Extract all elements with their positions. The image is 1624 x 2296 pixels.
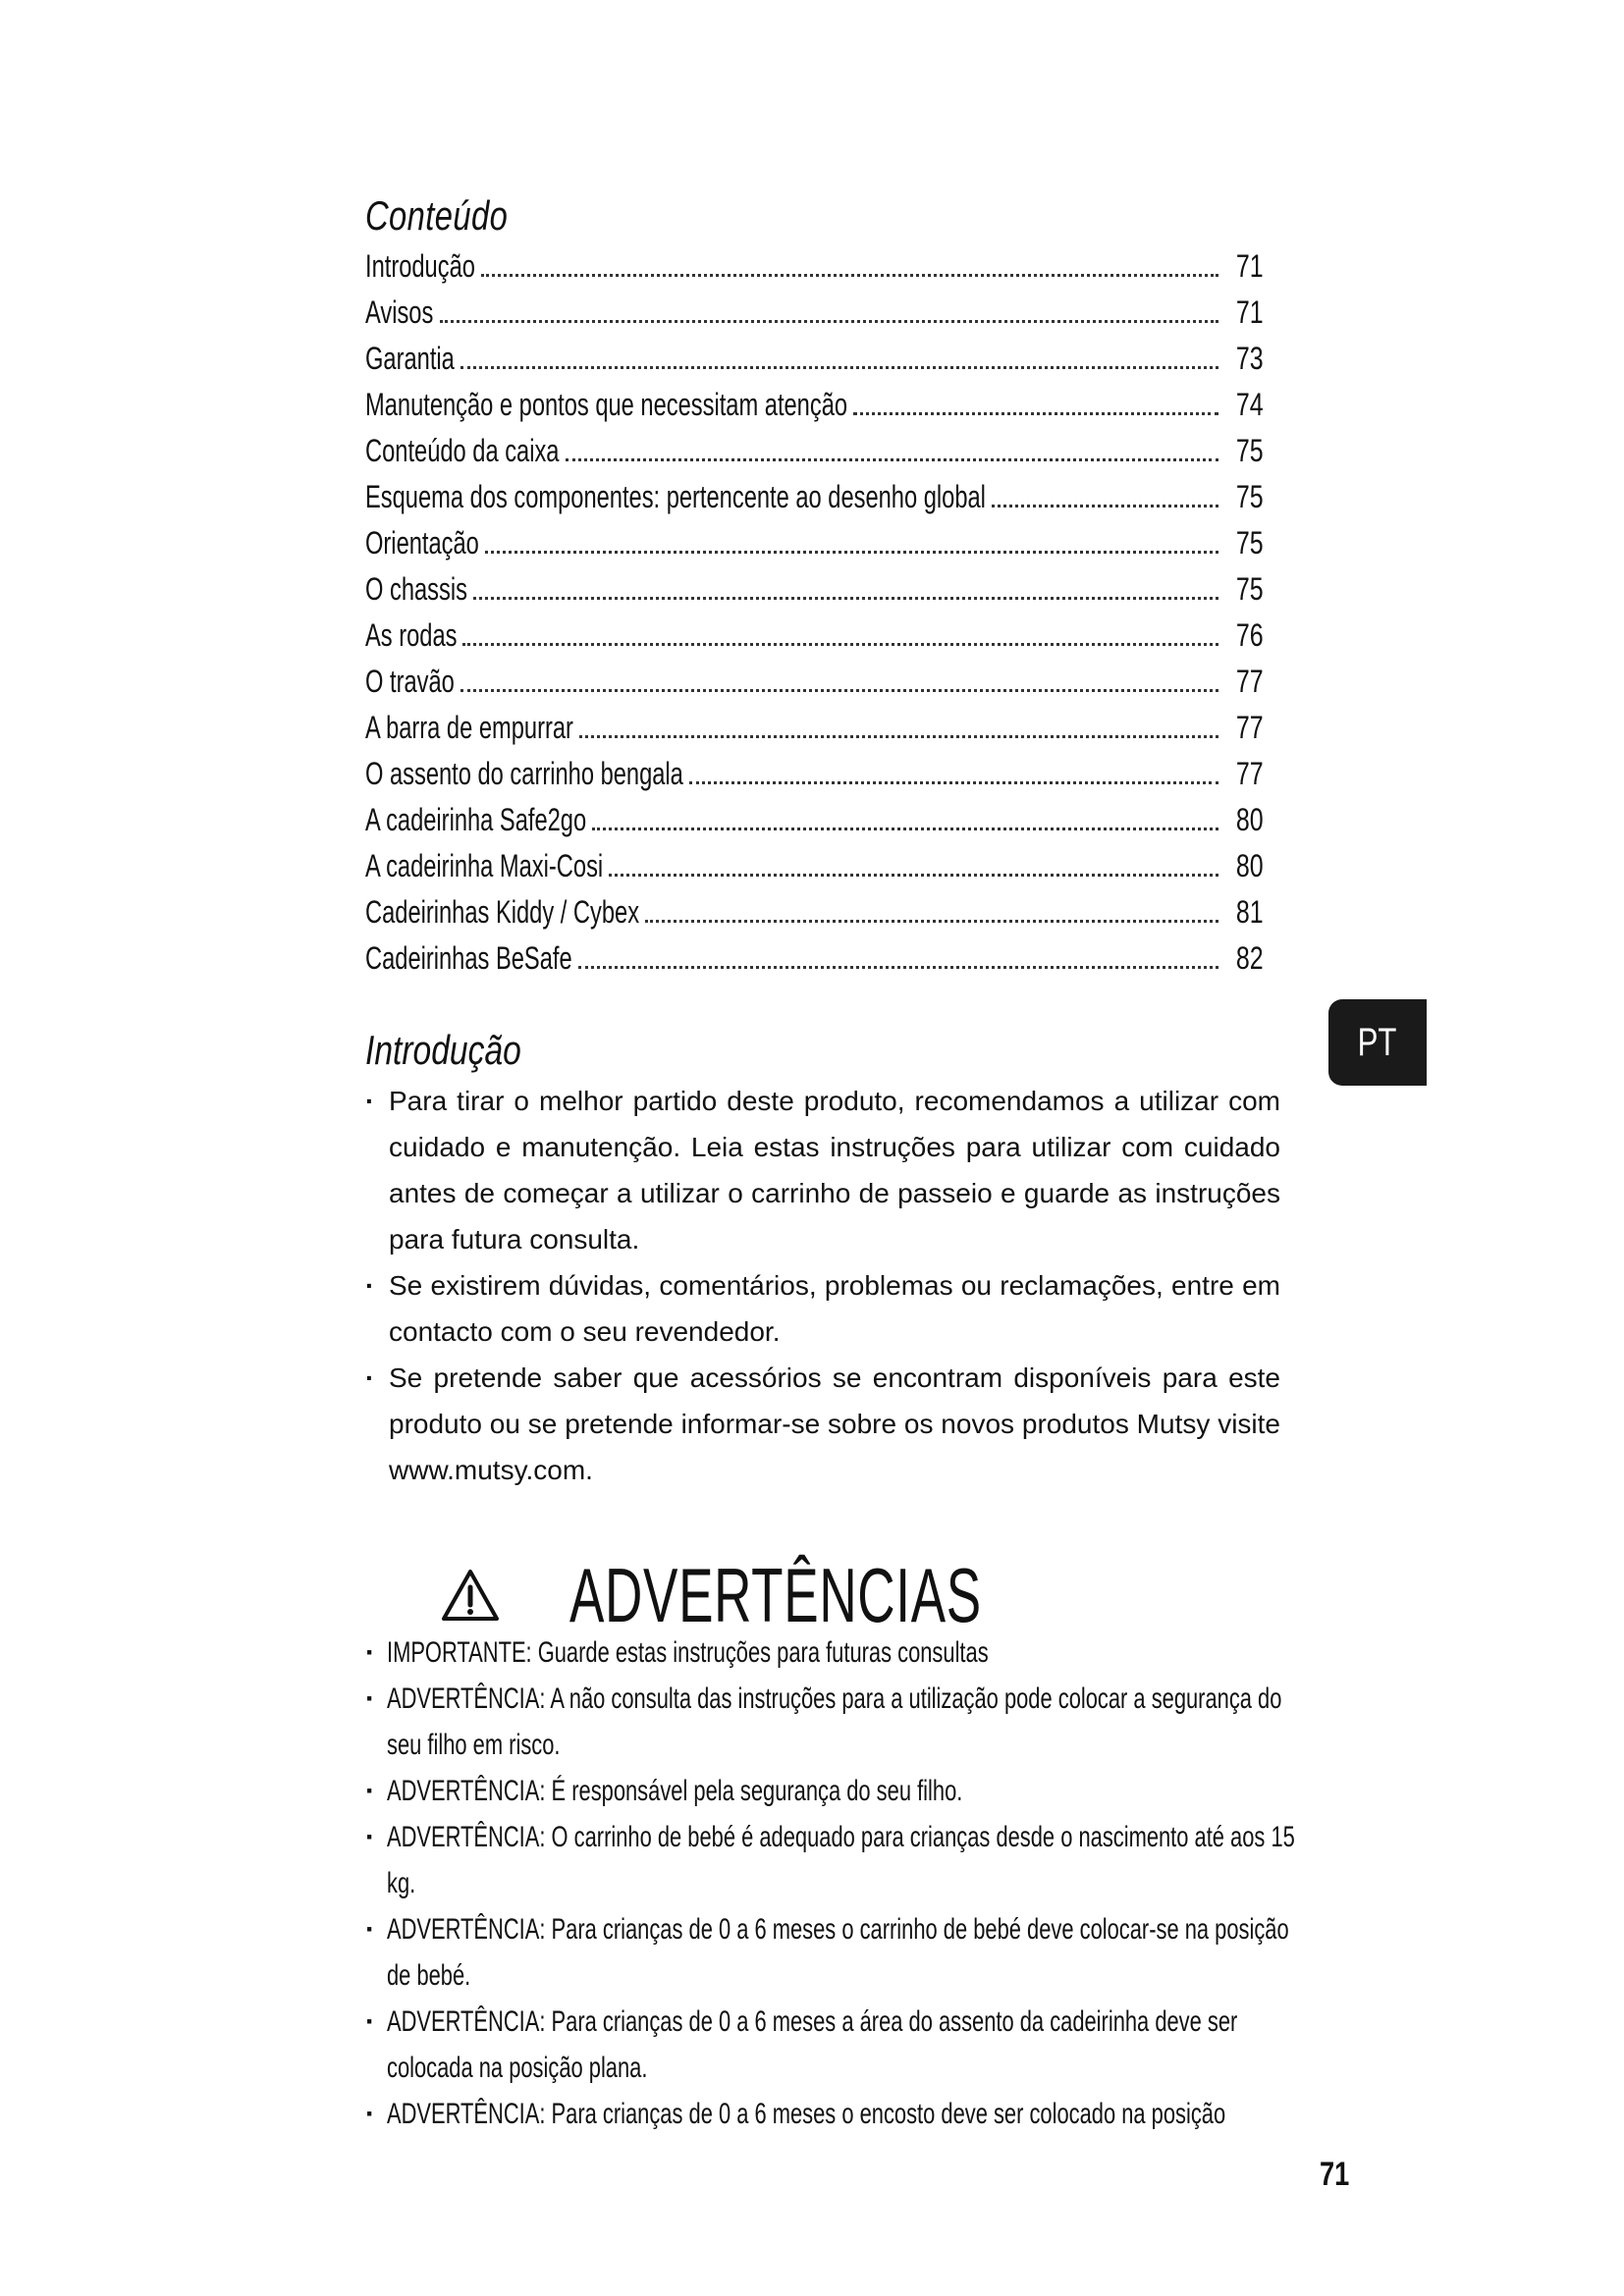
toc-leader-dots xyxy=(440,320,1219,323)
toc-entry xyxy=(365,705,1264,751)
introduction-item: · Se pretende saber que acessórios se encontram disponíveis para este produto ou se pretende informar-se sobre os novos produtos Mutsy visite www.mutsy.com. xyxy=(365,1355,1280,1493)
warning-item xyxy=(365,1676,1347,1768)
toc-entry xyxy=(365,382,1264,428)
toc-entry-page: 75 xyxy=(1236,433,1264,468)
introduction-list xyxy=(365,1078,1280,1493)
toc-entry xyxy=(365,336,1264,382)
toc-entry-label: A barra de empurrar xyxy=(365,710,573,745)
toc-entry-page: 82 xyxy=(1236,940,1264,976)
toc-entry xyxy=(365,520,1264,566)
toc-entry-label: Manutenção e pontos que necessitam atenção xyxy=(365,387,848,422)
toc-leader-dots xyxy=(485,551,1218,554)
toc-entry-page: 80 xyxy=(1236,848,1264,883)
toc-entry-page: 77 xyxy=(1236,664,1264,699)
toc-entry-page: 73 xyxy=(1236,341,1264,376)
toc-entry-label: Avisos xyxy=(365,294,434,330)
toc-entry-page: 71 xyxy=(1236,248,1264,284)
toc-entry-label: O assento do carrinho bengala xyxy=(365,756,683,791)
toc-title: Conteúdo xyxy=(365,192,509,239)
toc-entry-page: 80 xyxy=(1236,802,1264,837)
toc-entry-page: 77 xyxy=(1236,710,1264,745)
toc-leader-dots xyxy=(645,920,1218,923)
toc-leader-dots xyxy=(566,458,1219,461)
warnings-header xyxy=(440,1551,1175,1639)
warnings-list xyxy=(365,1629,1347,2137)
toc-entry xyxy=(365,659,1264,705)
toc-leader-dots xyxy=(579,735,1219,738)
toc-leader-dots xyxy=(853,412,1218,415)
warning-text: · ADVERTÊNCIA: O carrinho de bebé é adequado para crianças desde o nascimento até aos 15 kg. xyxy=(387,1821,1295,1899)
toc-entry-page: 81 xyxy=(1236,894,1264,930)
introduction-item: · Se existirem dúvidas, comentários, problemas ou reclamações, entre em contacto com o seu revendedor. xyxy=(365,1262,1280,1355)
toc-entry xyxy=(365,566,1264,613)
toc-entry-label: Cadeirinhas BeSafe xyxy=(365,940,572,976)
toc-entry xyxy=(365,843,1264,889)
toc-leader-dots xyxy=(481,274,1219,277)
toc-entry-label: O chassis xyxy=(365,571,467,607)
warning-item xyxy=(365,1814,1347,1906)
warning-item xyxy=(365,1906,1347,1999)
language-tab-label: PT xyxy=(1358,1020,1397,1064)
toc-entry-label: Cadeirinhas Kiddy / Cybex xyxy=(365,894,640,930)
toc-entry-page: 75 xyxy=(1236,571,1264,607)
toc-leader-dots xyxy=(609,874,1218,877)
toc-leader-dots xyxy=(460,366,1218,369)
toc-entry xyxy=(365,243,1264,290)
introduction-title: Introdução xyxy=(365,1027,521,1073)
toc-entry-page: 77 xyxy=(1236,756,1264,791)
toc-leader-dots xyxy=(992,505,1218,507)
warning-item xyxy=(365,2091,1347,2137)
toc-leader-dots xyxy=(578,966,1219,969)
warning-text: · ADVERTÊNCIA: Para crianças de 0 a 6 meses o carrinho de bebé deve colocar-se na posição de bebé. xyxy=(387,1913,1289,1992)
toc-entry-page: 71 xyxy=(1236,294,1264,330)
warning-item xyxy=(365,1768,1347,1814)
toc-entry-label: O travão xyxy=(365,664,455,699)
toc-entry-page: 75 xyxy=(1236,525,1264,561)
toc-leader-dots xyxy=(689,781,1218,784)
warning-text: · ADVERTÊNCIA: Para crianças de 0 a 6 meses a área do assento da cadeirinha deve ser colocada na posição plana. xyxy=(387,2005,1238,2084)
toc-entry xyxy=(365,797,1264,843)
toc-entry-label: A cadeirinha Safe2go xyxy=(365,802,587,837)
toc-leader-dots xyxy=(592,828,1218,830)
toc-leader-dots xyxy=(460,689,1218,692)
warning-triangle-icon xyxy=(440,1568,501,1623)
toc-entry xyxy=(365,889,1264,935)
warning-text: · IMPORTANTE: Guarde estas instruções para futuras consultas xyxy=(387,1636,989,1669)
toc-entry xyxy=(365,613,1264,659)
warnings-title: ADVERTÊNCIAS xyxy=(569,1551,982,1638)
toc-entry-label: As rodas xyxy=(365,617,458,653)
toc-entry xyxy=(365,751,1264,797)
toc-entry xyxy=(365,428,1264,474)
warning-text: · ADVERTÊNCIA: A não consulta das instruções para a utilização pode colocar a segurança do seu filho em risco. xyxy=(387,1682,1282,1761)
warning-text: · ADVERTÊNCIA: É responsável pela segurança do seu filho. xyxy=(387,1775,963,1807)
toc-entry xyxy=(365,290,1264,336)
warning-item xyxy=(365,1999,1347,2091)
toc-leader-dots xyxy=(473,597,1219,600)
toc-entry-label: Conteúdo da caixa xyxy=(365,433,560,468)
toc-entry-page: 76 xyxy=(1236,617,1264,653)
introduction-item: · Para tirar o melhor partido deste produto, recomendamos a utilizar com cuidado e manutenção. Leia estas instruções para utilizar com cuidado antes de começar a utilizar o carrinho de passeio e guarde as instruções para futura consulta. xyxy=(365,1078,1280,1262)
toc-entry-page: 74 xyxy=(1236,387,1264,422)
toc-entry xyxy=(365,935,1264,982)
toc-entry xyxy=(365,474,1264,520)
table-of-contents xyxy=(365,243,1264,982)
warning-text: · ADVERTÊNCIA: Para crianças de 0 a 6 meses o encosto deve ser colocado na posição xyxy=(387,2098,1226,2130)
toc-entry-label: Garantia xyxy=(365,341,455,376)
toc-entry-page: 75 xyxy=(1236,479,1264,514)
page-number: 71 xyxy=(1320,2156,1350,2193)
toc-entry-label: Introdução xyxy=(365,248,475,284)
toc-entry-label: A cadeirinha Maxi-Cosi xyxy=(365,848,604,883)
toc-leader-dots xyxy=(462,643,1218,646)
language-tab xyxy=(1328,999,1427,1086)
warning-item xyxy=(365,1629,1347,1676)
toc-entry-label: Esquema dos componentes: pertencente ao desenho global xyxy=(365,479,986,514)
toc-entry-label: Orientação xyxy=(365,525,479,561)
